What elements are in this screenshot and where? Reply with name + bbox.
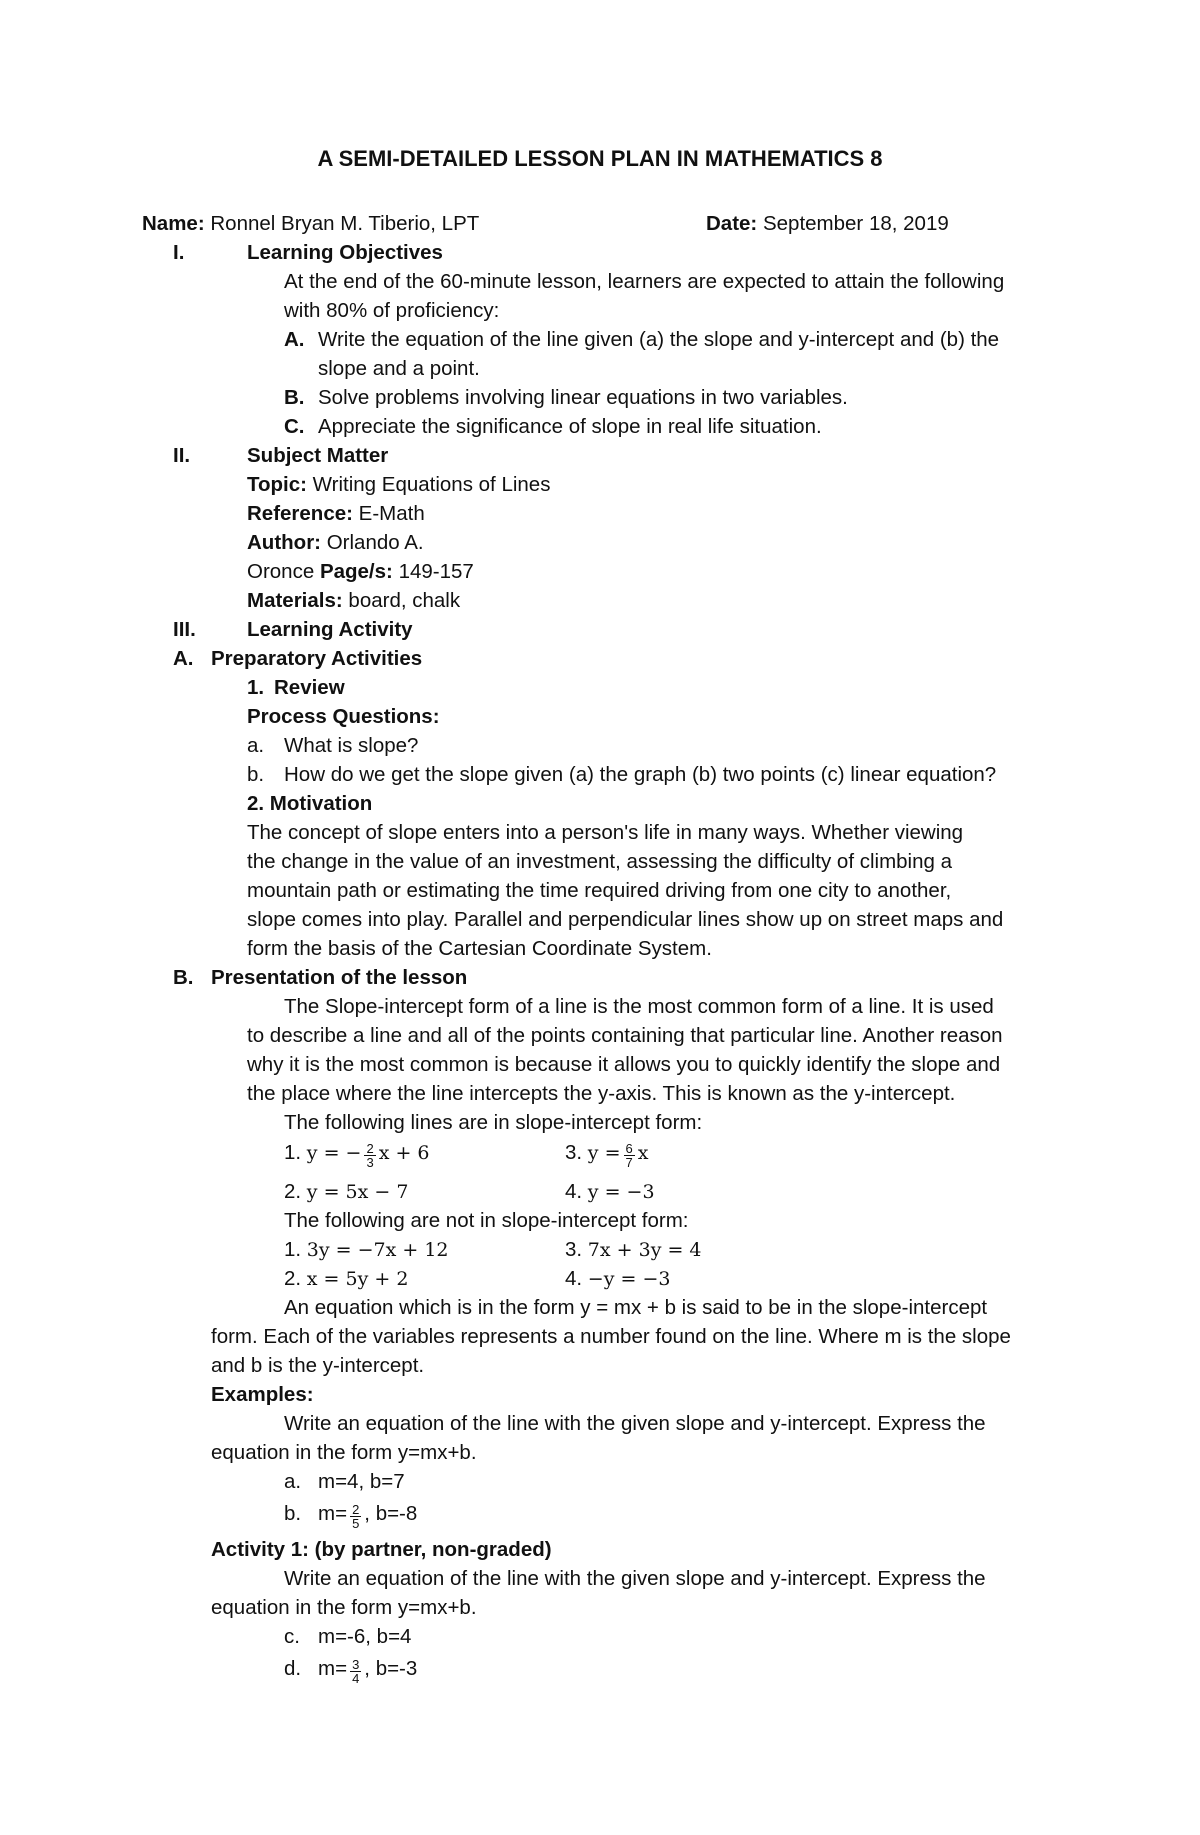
author-label: Author: xyxy=(247,531,322,554)
equation-part: y = xyxy=(587,1142,621,1164)
section-title: Learning Activity xyxy=(247,618,413,641)
reference-line xyxy=(247,499,425,528)
materials-value: board, chalk xyxy=(348,589,461,612)
fraction-numerator: 2 xyxy=(366,1141,374,1157)
objective-text: Appreciate the significance of slope in real life situation. xyxy=(318,415,822,438)
question-text: How do we get the slope given (a) the graph (b) two points (c) linear equation? xyxy=(284,763,997,786)
fraction xyxy=(624,1142,635,1169)
process-questions-title: Process Questions: xyxy=(247,705,440,728)
reference-value: E-Math xyxy=(358,502,425,525)
presentation-text: The Slope-intercept form of a line is the most common form of a line. It is used xyxy=(284,995,994,1018)
equation-number: 3. xyxy=(565,1141,588,1164)
examples-instruction: Write an equation of the line with the given slope and y-intercept. Express the xyxy=(284,1412,986,1435)
author-line xyxy=(247,528,424,557)
equation-part: x + 6 xyxy=(378,1142,430,1164)
activity-instruction: equation in the form y=mx+b. xyxy=(211,1596,477,1619)
fraction-denominator: 4 xyxy=(352,1671,360,1687)
equation-2 xyxy=(284,1177,408,1207)
non-example-2 xyxy=(284,1264,408,1294)
section-number: III. xyxy=(173,618,196,641)
objective-letter: A. xyxy=(284,328,305,351)
equation-1 xyxy=(284,1138,430,1171)
question-text: What is slope? xyxy=(284,734,419,757)
name-line xyxy=(142,209,479,238)
pages-line xyxy=(247,557,474,586)
equation-part: −y = −3 xyxy=(587,1268,671,1290)
topic-label: Topic: xyxy=(247,473,307,496)
equation-part: x xyxy=(637,1142,649,1164)
activity-instruction: Write an equation of the line with the given slope and y-intercept. Express the xyxy=(284,1567,986,1590)
definition-text: An equation which is in the form y = mx + b is said to be in the slope-intercept xyxy=(284,1296,988,1319)
not-slope-intercept-label: The following are not in slope-intercept form: xyxy=(284,1209,689,1232)
example-text: m=4, b=7 xyxy=(318,1470,405,1493)
non-example-1 xyxy=(284,1235,449,1265)
definition-text: form. Each of the variables represents a number found on the line. Where m is the slope xyxy=(211,1325,1011,1348)
topic-line xyxy=(247,470,550,499)
fraction xyxy=(350,1658,361,1685)
equation-part: y = −3 xyxy=(587,1181,655,1203)
fraction xyxy=(364,1142,375,1169)
presentation-text: why it is the most common is because it allows you to quickly identify the slope and xyxy=(247,1053,1001,1076)
activity-letter: d. xyxy=(284,1657,302,1680)
date-label: Date: xyxy=(706,212,758,235)
examples-title: Examples: xyxy=(211,1383,314,1406)
author-surname: Oronce xyxy=(247,560,315,583)
materials-line xyxy=(247,586,460,615)
objective-text: slope and a point. xyxy=(318,357,480,380)
objectives-intro: At the end of the 60-minute lesson, learners are expected to attain the following xyxy=(284,270,1005,293)
presentation-text: the place where the line intercepts the y-axis. This is known as the y-intercept. xyxy=(247,1082,956,1105)
fraction-numerator: 3 xyxy=(352,1657,360,1673)
name-value: Ronnel Bryan M. Tiberio, LPT xyxy=(210,212,480,235)
equation-3 xyxy=(565,1138,649,1171)
equation-number: 1. xyxy=(284,1141,307,1164)
activity-text: m=-6, b=4 xyxy=(318,1625,412,1648)
section-title: Learning Objectives xyxy=(247,241,443,264)
date-line xyxy=(706,209,949,238)
name-label: Name: xyxy=(142,212,205,235)
pages-label: Page/s: xyxy=(319,560,393,583)
example-letter: a. xyxy=(284,1470,302,1493)
equation-number: 4. xyxy=(565,1267,588,1290)
section-number: I. xyxy=(173,241,185,264)
document-title: A SEMI-DETAILED LESSON PLAN IN MATHEMATICS 8 xyxy=(317,146,883,171)
objective-text: Solve problems involving linear equations in two variables. xyxy=(318,386,848,409)
question-letter: a. xyxy=(247,734,265,757)
section-number: II. xyxy=(173,444,191,467)
example-part: , b=-8 xyxy=(364,1502,418,1525)
question-letter: b. xyxy=(247,763,265,786)
motivation-title: 2. Motivation xyxy=(247,792,373,815)
author-value: Orlando A. xyxy=(326,531,424,554)
materials-label: Materials: xyxy=(247,589,343,612)
fraction xyxy=(350,1503,361,1530)
reference-label: Reference: xyxy=(247,502,353,525)
slope-intercept-label: The following lines are in slope-intercept form: xyxy=(284,1111,703,1134)
activity-part: , b=-3 xyxy=(364,1657,418,1680)
example-part: m= xyxy=(318,1502,348,1525)
equation-part: y = − xyxy=(306,1142,362,1164)
equation-number: 2. xyxy=(284,1267,307,1290)
section-title: Subject Matter xyxy=(247,444,389,467)
example-text xyxy=(318,1499,418,1532)
fraction-denominator: 3 xyxy=(366,1155,374,1171)
fraction-numerator: 6 xyxy=(625,1141,633,1157)
equation-number: 1. xyxy=(284,1238,307,1261)
non-example-3 xyxy=(565,1235,702,1265)
review-number: 1. xyxy=(247,676,265,699)
objective-letter: B. xyxy=(284,386,305,409)
date-value: September 18, 2019 xyxy=(762,212,949,235)
activity-text xyxy=(318,1654,418,1687)
equation-number: 3. xyxy=(565,1238,588,1261)
topic-value: Writing Equations of Lines xyxy=(312,473,551,496)
equation-part: y = 5x − 7 xyxy=(306,1181,409,1203)
objectives-intro: with 80% of proficiency: xyxy=(284,299,500,322)
subsection-title: Presentation of the lesson xyxy=(211,966,468,989)
subsection-letter: B. xyxy=(173,966,194,989)
example-letter: b. xyxy=(284,1502,302,1525)
objective-text: Write the equation of the line given (a) the slope and y-intercept and (b) the xyxy=(318,328,1000,351)
fraction-denominator: 7 xyxy=(625,1155,633,1171)
non-example-4 xyxy=(565,1264,670,1294)
equation-number: 4. xyxy=(565,1180,588,1203)
activity-part: m= xyxy=(318,1657,348,1680)
objective-letter: C. xyxy=(284,415,305,438)
pages-value: 149-157 xyxy=(398,560,474,583)
motivation-text: slope comes into play. Parallel and perpendicular lines show up on street maps and xyxy=(247,908,1004,931)
subsection-title: Preparatory Activities xyxy=(211,647,423,670)
motivation-text: form the basis of the Cartesian Coordinate System. xyxy=(247,937,712,960)
equation-part: 3y = −7x + 12 xyxy=(306,1239,449,1261)
fraction-denominator: 5 xyxy=(352,1516,360,1532)
subsection-letter: A. xyxy=(173,647,194,670)
equation-part: x = 5y + 2 xyxy=(306,1268,409,1290)
motivation-text: The concept of slope enters into a person's life in many ways. Whether viewing xyxy=(247,821,964,844)
equation-number: 2. xyxy=(284,1180,307,1203)
definition-text: and b is the y-intercept. xyxy=(211,1354,425,1377)
motivation-text: the change in the value of an investment, assessing the difficulty of climbing a xyxy=(247,850,953,873)
presentation-text: to describe a line and all of the points containing that particular line. Another reason xyxy=(247,1024,1003,1047)
equation-4 xyxy=(565,1177,655,1207)
motivation-text: mountain path or estimating the time required driving from one city to another, xyxy=(247,879,952,902)
examples-instruction: equation in the form y=mx+b. xyxy=(211,1441,477,1464)
equation-part: 7x + 3y = 4 xyxy=(587,1239,702,1261)
activity-letter: c. xyxy=(284,1625,300,1648)
review-title: Review xyxy=(274,676,345,699)
fraction-numerator: 2 xyxy=(352,1502,360,1518)
activity-title: Activity 1: (by partner, non-graded) xyxy=(211,1538,552,1561)
